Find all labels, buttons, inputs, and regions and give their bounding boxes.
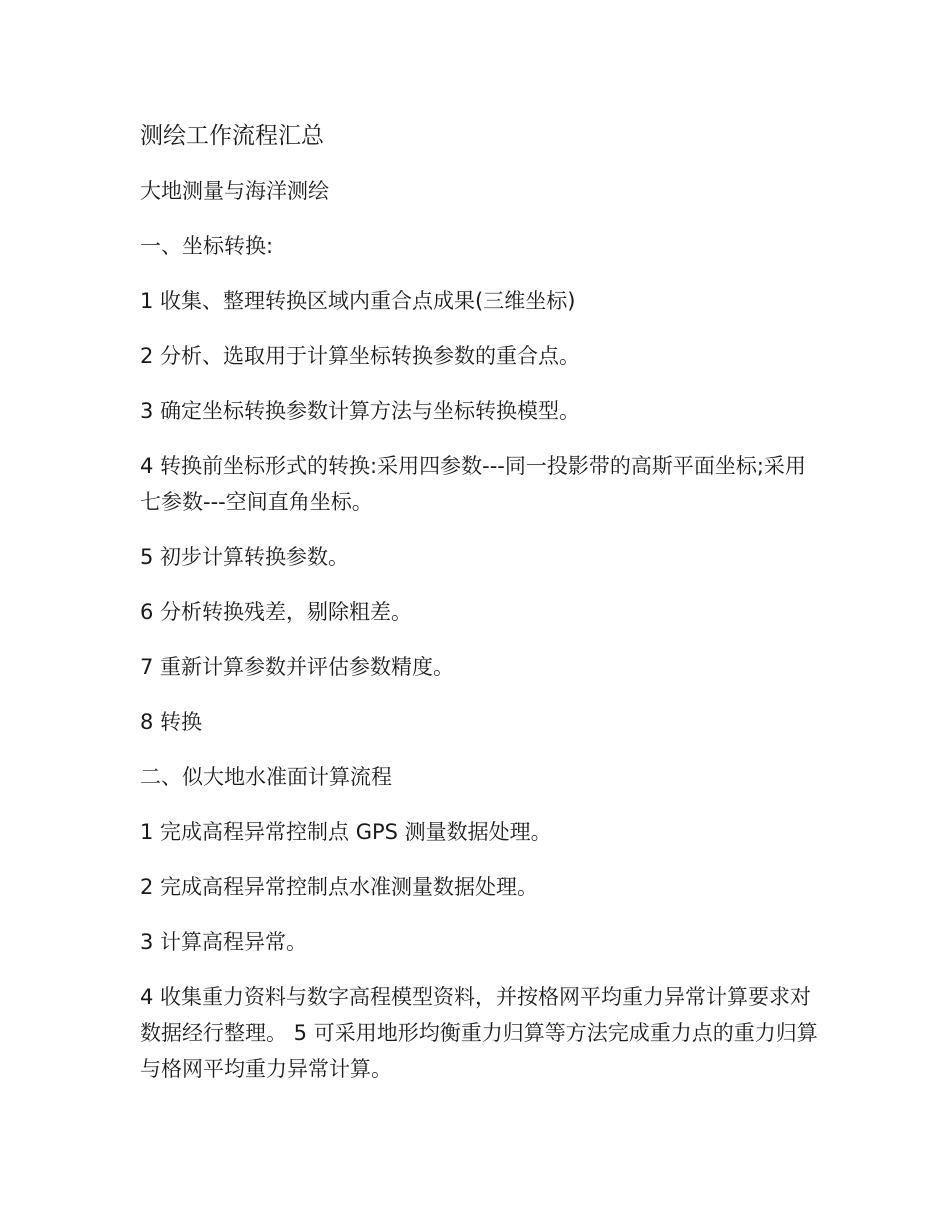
paragraph-9: 8 转换: [140, 710, 203, 734]
document-body: [140, 118, 820, 1106]
paragraph-1: 一、坐标转换:: [140, 234, 274, 258]
section-heading: 大地测量与海洋测绘: [140, 179, 329, 203]
paragraph-10: 二、似大地水准面计算流程: [140, 765, 392, 789]
paragraph-12: 2 完成高程异常控制点水准测量数据处理。: [140, 875, 539, 899]
paragraph-3: 2 分析、选取用于计算坐标转换参数的重合点。: [140, 344, 581, 368]
paragraph-13: 3 计算高程异常。: [140, 930, 308, 954]
paragraph-6: 5 初步计算转换参数。: [140, 545, 350, 569]
paragraph-14: 4 收集重力资料与数字高程模型资料，并按格网平均重力异常计算要求对数据经行整理。 5 可采用地形均衡重力归算等方法完成重力点的重力归算与格网平均重力异常计算。: [140, 985, 818, 1081]
paragraph-5: 4 转换前坐标形式的转换:采用四参数---同一投影带的高斯平面坐标;采用七参数---空间直角坐标。: [140, 454, 806, 514]
paragraph-4: 3 确定坐标转换参数计算方法与坐标转换模型。: [140, 399, 581, 423]
paragraph-2: 1 收集、整理转换区域内重合点成果(三维坐标): [140, 289, 576, 313]
paragraph-11: 1 完成高程异常控制点 GPS 测量数据处理。: [140, 820, 552, 844]
document-title: 测绘工作流程汇总: [140, 123, 324, 149]
paragraph-8: 7 重新计算参数并评估参数精度。: [140, 655, 455, 679]
paragraph-7: 6 分析转换残差，剔除粗差。: [140, 600, 413, 624]
